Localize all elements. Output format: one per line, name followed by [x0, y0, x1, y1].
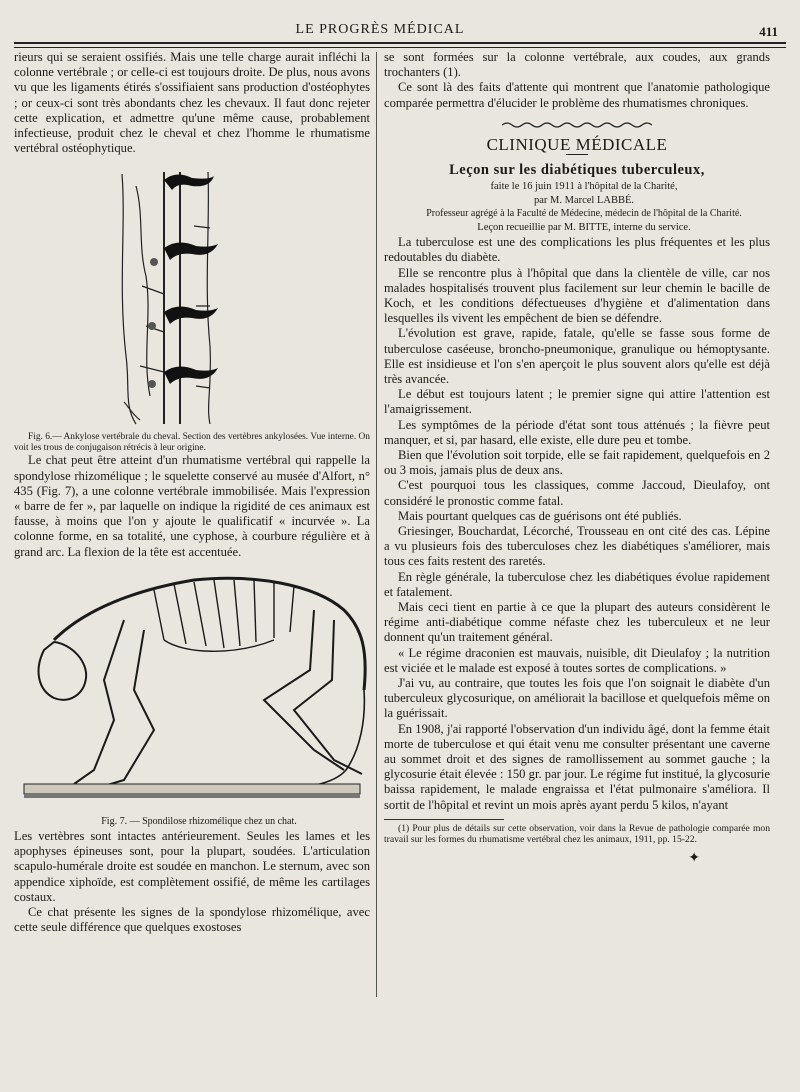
author-affiliation: Professeur agrégé à la Faculté de Médecine, médecin de l'hôpital de la Charité. — [426, 208, 742, 220]
right-column — [384, 50, 770, 866]
section-title: CLINIQUE MÉDICALE — [486, 134, 668, 154]
horse-vertebrae-illustration — [14, 166, 370, 428]
figure-7-caption: Fig. 7. — Spondilose rhizomélique chez un chat. — [101, 815, 297, 827]
body-paragraph: Bien que l'évolution soit torpide, elle se fait rapidement, quelquefois en 2 ou 3 mois, jamais plus de deux ans. — [384, 447, 770, 478]
body-paragraph: La tuberculose est une des complications les plus fréquentes et les plus redoutables du diabète. — [384, 235, 770, 265]
column-divider — [376, 52, 377, 997]
ornamental-divider — [502, 121, 652, 129]
body-paragraph: C'est pourquoi tous les classiques, comme Jaccoud, Dieulafoy, ont considéré le pronostic comme fatal. — [384, 478, 770, 508]
lesson-recorder: Leçon recueillie par M. BITTE, interne du service. — [477, 221, 691, 233]
footnote-rule — [384, 819, 504, 820]
title-rule — [566, 154, 588, 155]
body-paragraph: Les symptômes de la période d'état sont tous atténués ; la fièvre peut manquer, et si, par hasard, elle existe, elle dure peu et tombe. — [384, 417, 770, 447]
figure-7 — [14, 570, 370, 810]
body-paragraph: Mais ceci tient en partie à ce que la plupart des auteurs considèrent le régime anti-diabétique comme néfaste chez les tuberculeux et ne leur donnent qu'un traitement général. — [384, 600, 770, 645]
left-paragraph: Ce chat présente les signes de la spondylose rhizomélique, avec cette seule différence que quelques exostoses — [14, 905, 370, 935]
body-paragraph: J'ai vu, au contraire, que toutes les fois que l'on soignait le diabète d'un tuberculeux glycosurique, on améliorait la bacillose et quelquefois même on la guérissait. — [384, 676, 770, 721]
body-paragraph: En règle générale, la tuberculose chez les diabétiques évolue rapidement et fatalement. — [384, 569, 770, 599]
body-paragraph: L'évolution est grave, rapide, fatale, qu'elle se fasse sous forme de tuberculose caséeuse, broncho-pneumonique, granulique ou hémoptysante. Elle est insidieuse et l'on s'en aperçoit le plus souvent alors qu'elle est déjà très avancée. — [384, 326, 770, 386]
figure-6 — [14, 166, 370, 428]
left-paragraph: rieurs qui se seraient ossifiés. Mais une telle charge aurait infléchi la colonne vertébrale ; or celle-ci est toujours droite. De plus, nous avons vu que les ligaments étirés s'ossifiaient sans production d'ostéophytes ; or ceux-ci sont très abondants chez les chevaux. Il faut donc rejeter cette explication, et admettre qu'une même cause, probablement infectieuse, produit chez le cheval et chez l'homme le rhumatisme vertébral ostéophytique. — [14, 50, 370, 156]
end-ornament: ✦ — [688, 850, 700, 866]
header-rule — [14, 42, 786, 48]
body-paragraph: Elle se rencontre plus à l'hôpital que dans la clientèle de ville, car nos malades hospitalisés trouvent plus facilement sur leur chemin le bacille de Koch, et les conditions défectueuses d'hygiène et d'alimentation dans lesquelles ils vivent les empêchent de bien se défendre. — [384, 265, 770, 326]
right-paragraph: Ce sont là des faits d'attente qui montrent que l'anatomie pathologique comparée permettra d'élucider le problème des rhumatismes chroniques. — [384, 80, 770, 110]
figure-6-caption: Fig. 6.— Ankylose vertébrale du cheval. Section des vertèbres ankylosées. Vue interne. On voit les trous de conjugaison rétrécis à leur origine. — [14, 432, 370, 453]
left-paragraph: Le chat peut être atteint d'un rhumatisme vertébral qui rappelle la spondylose rhizomélique ; le squelette conservé au musée d'Alfort, n° 435 (Fig. 7), a une colonne vertébrale immobilisée. Mais l'expression « barre de fer », par laquelle on indique la rigidité de ces animaux est fausse, à moins que l'on y ajoute le qualificatif « incurvée ». La colonne forme, en sa totalité, une cyphose, à courbure régulière et à grand arc. La flexion de la tête est accentuée. — [14, 453, 370, 559]
body-paragraph: Le début est toujours latent ; le premier signe qui attire l'attention est l'amaigrissement. — [384, 387, 770, 417]
lesson-title: Leçon sur les diabétiques tuberculeux, — [449, 162, 705, 179]
cat-skeleton-illustration — [14, 570, 370, 810]
author: par M. Marcel LABBÉ. — [533, 195, 635, 207]
page-number: 411 — [759, 24, 778, 39]
running-title: LE PROGRÈS MÉDICAL — [295, 22, 465, 37]
body-paragraph: En 1908, j'ai rapporté l'observation d'un individu âgé, dont la femme était morte de tuberculose et qui était venu me consulter présentant une caverne au sommet droit et des signes de ramollissement au sommet gauche ; la glycosurie était élevée : 150 gr. par jour. Le régime fut institué, la glycosurie baissa rapidement, le malade engraissa et l'état pulmonaire s'améliora. Il sortit de l'hôpital et revint un mois après ayant perdu 5 kilos, n'ayant — [384, 721, 770, 812]
lesson-date: faite le 16 juin 1911 à l'hôpital de la Charité, — [490, 181, 678, 193]
page-header — [0, 22, 800, 42]
left-paragraph: Les vertèbres sont intactes antérieurement. Seules les lames et les apophyses épineuses sont, pour la plupart, soudées. L'articulation scapulo-humérale droite est soudée en manchon. Le sternum, avec son appendice xiphoïde, est complètement ossifié, de même les cartilages costaux. — [14, 829, 370, 904]
body-paragraph: Mais pourtant quelques cas de guérisons ont été publiés. — [398, 508, 682, 523]
right-paragraph: se sont formées sur la colonne vertébrale, aux coudes, aux grands trochanters (1). — [384, 50, 770, 80]
body-paragraph: Griesinger, Bouchardat, Lécorché, Trousseau en ont cité des cas. Lépine a vu plusieurs fois des tuberculoses chez les diabétiques s'améliorer, mais tous ces faits restent des raretés. — [384, 523, 770, 569]
left-column — [14, 50, 370, 935]
body-paragraph: « Le régime draconien est mauvais, nuisible, dit Dieulafoy ; la nutrition est viciée et le malade est exposé à toutes sortes de complications. » — [384, 645, 770, 675]
footnote: (1) Pour plus de détails sur cette observation, voir dans la Revue de pathologie comparée mon travail sur les formes du rhumatisme vertébral chez les animaux, 1911, pp. 15-22. — [384, 822, 770, 845]
